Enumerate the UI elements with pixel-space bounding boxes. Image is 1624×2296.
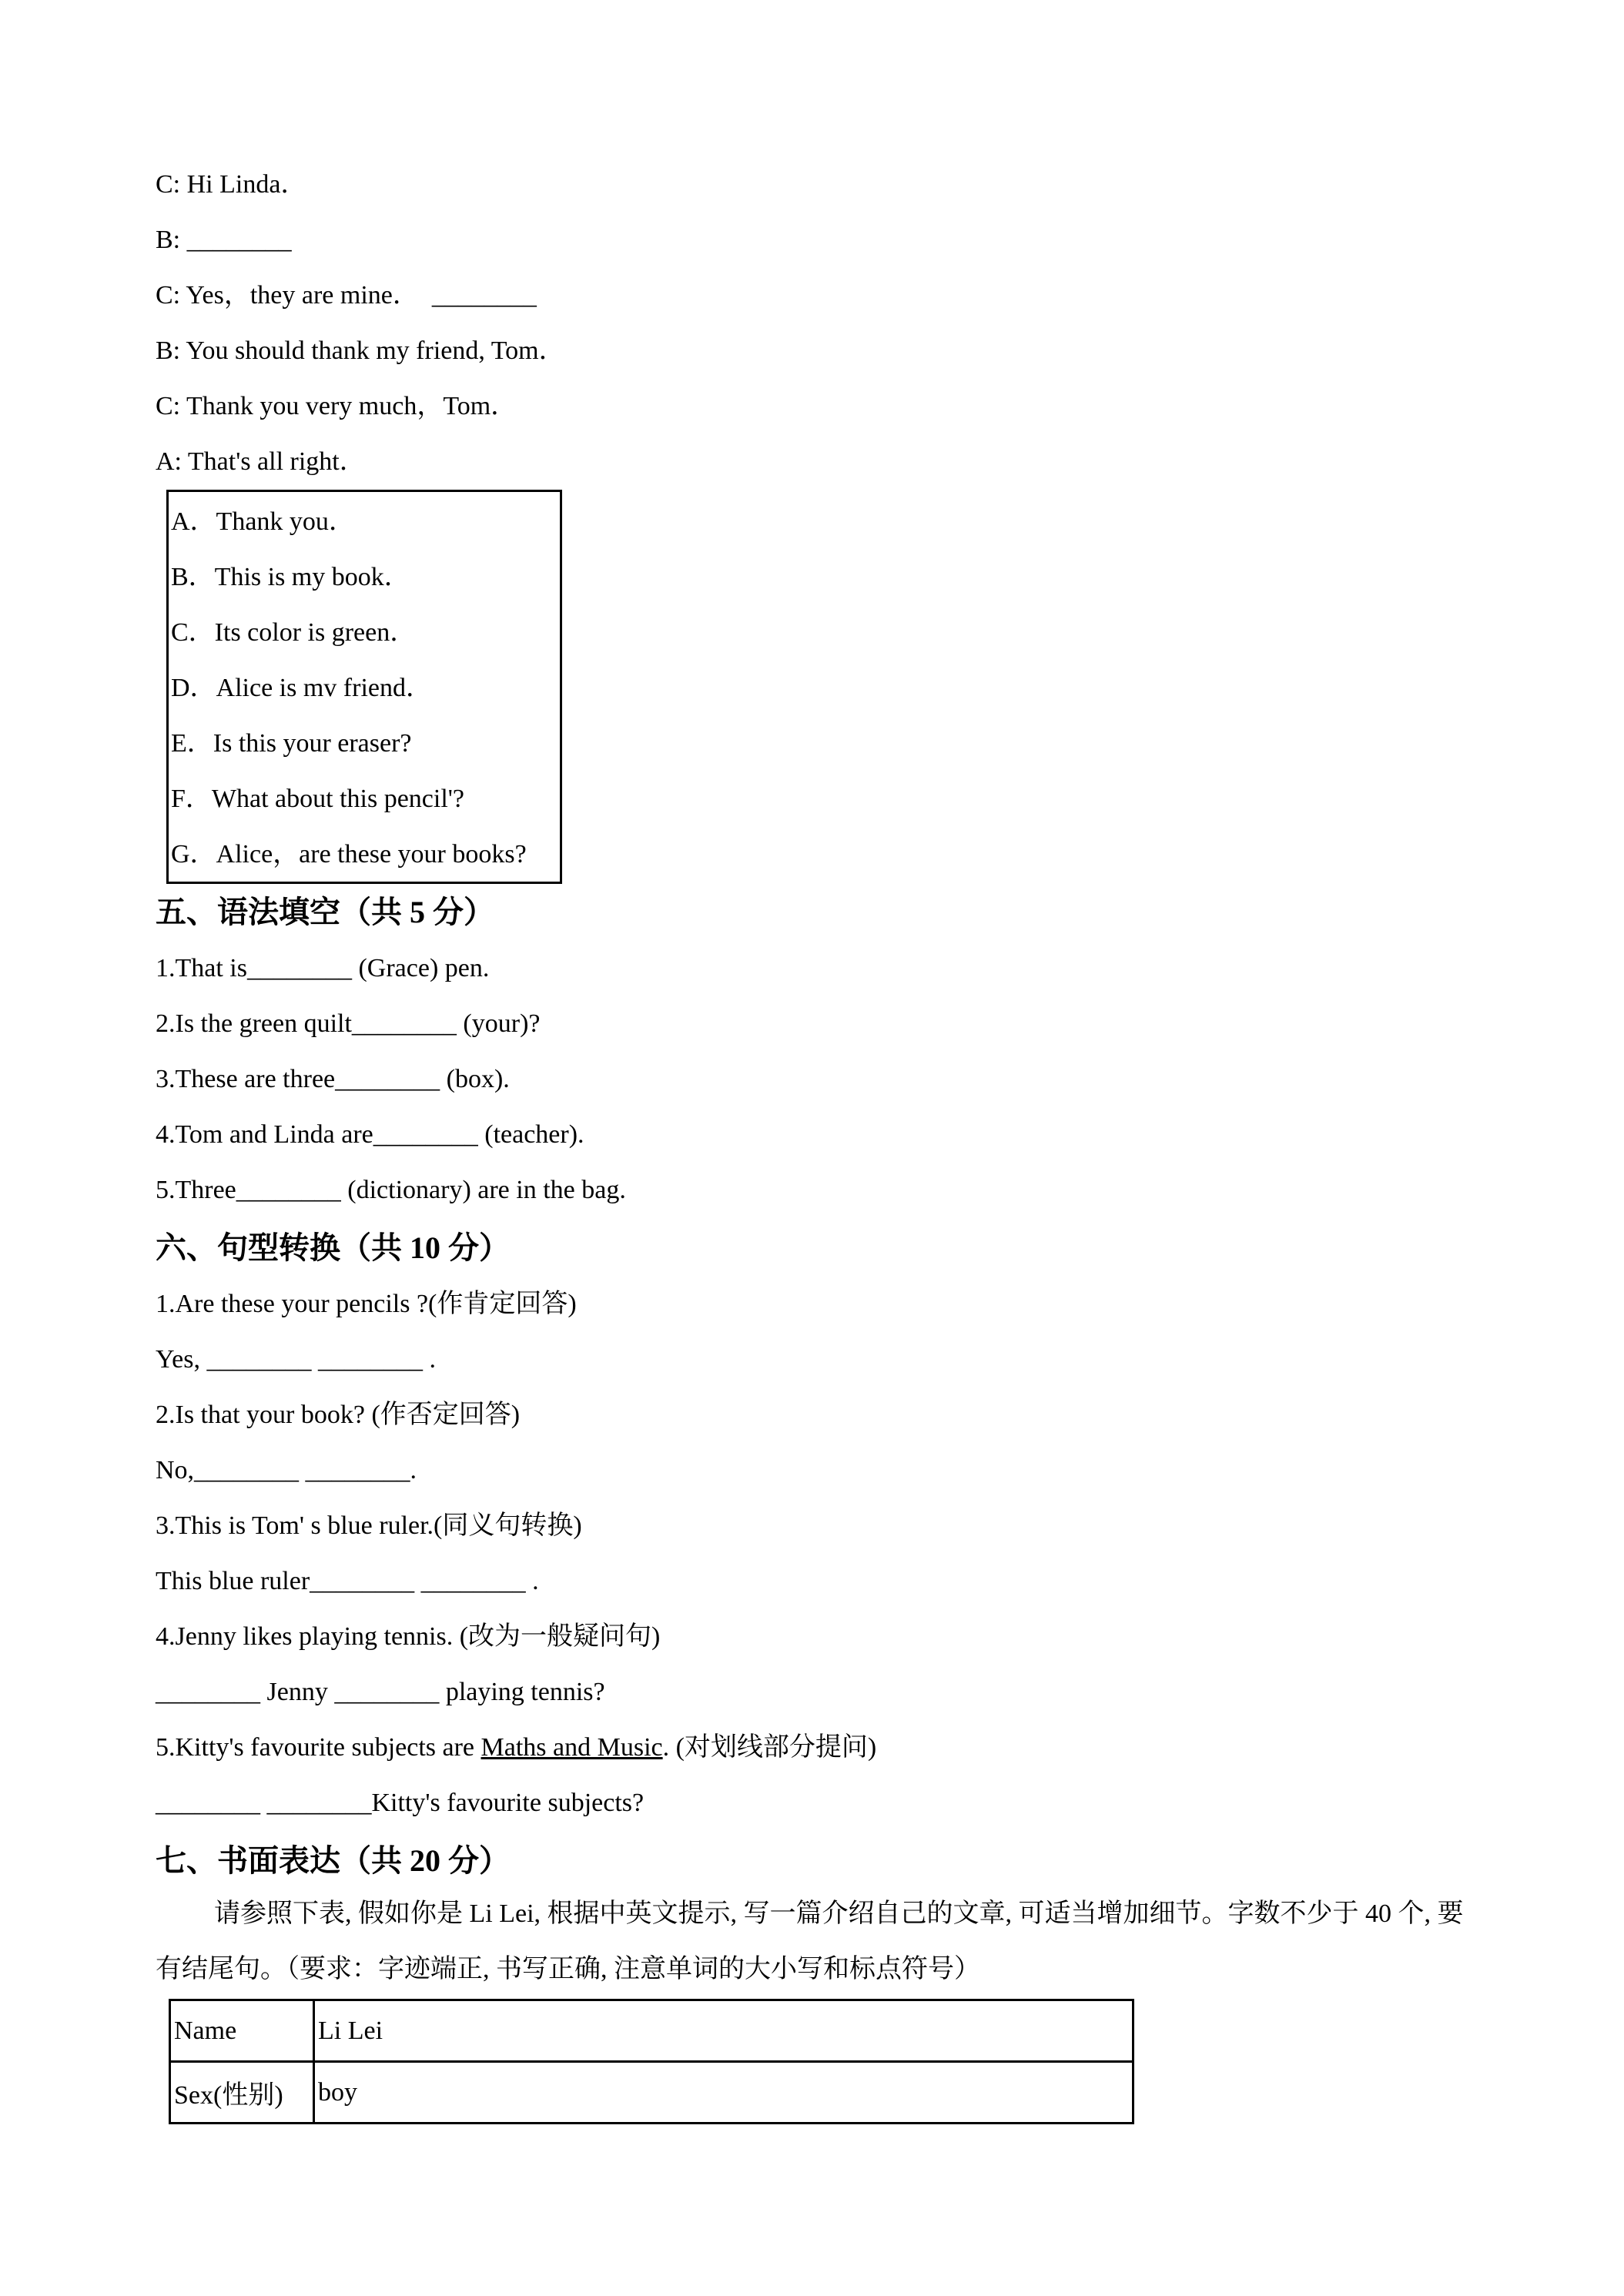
section-6-line-6: This blue ruler________ ________ . xyxy=(156,1567,539,1595)
section-6-answer-5: ________ ________Kitty's favourite subjects? xyxy=(156,1789,645,1817)
option-f: F．What about this pencil'? xyxy=(171,785,464,813)
section-6-question-5 xyxy=(156,1731,876,1765)
dialogue-line-5: C: Thank you very much，Tom． xyxy=(156,392,517,420)
option-c: C．Its color is green． xyxy=(171,618,417,647)
section-7-instructions: 请参照下表, 假如你是 Li Lei, 根据中英文提示, 写一篇介绍自己的文章, 可适当增加细节。字数不少于 40 个, 要有结尾句。（要求：字迹端正, 书写正确, 注意单词的大小写和标点符号） xyxy=(156,1899,1464,1983)
section-6-line-5: 3.This is Tom' s blue ruler.(同义句转换) xyxy=(156,1511,582,1540)
section-5-item-4: 4.Tom and Linda are________ (teacher). xyxy=(156,1120,584,1149)
section-6-line-3: 2.Is that your book? (作否定回答) xyxy=(156,1401,521,1429)
option-e: E．Is this your eraser? xyxy=(171,729,412,758)
q5-text-before: 5.Kitty's favourite subjects are xyxy=(156,1733,481,1762)
table-row xyxy=(170,2062,1133,2124)
section-6-title: 六、句型转换（共 10 分） xyxy=(156,1230,510,1265)
option-d: D．Alice is mv friend． xyxy=(171,674,432,702)
section-6-line-8: ________ Jenny ________ playing tennis? xyxy=(156,1678,605,1706)
section-7-title: 七、书面表达（共 20 分） xyxy=(156,1843,510,1878)
section-5-item-5: 5.Three________ (dictionary) are in the bag. xyxy=(156,1176,626,1204)
section-5-item-3: 3.These are three________ (box). xyxy=(156,1065,510,1093)
section-6-line-1: 1.Are these your pencils ?(作肯定回答) xyxy=(156,1290,577,1318)
section-6-line-4: No,________ ________. xyxy=(156,1456,417,1484)
section-5-item-2: 2.Is the green quilt________ (your)? xyxy=(156,1009,541,1038)
section-5-title: 五、语法填空（共 5 分） xyxy=(156,895,494,929)
table-key-name: Name xyxy=(170,2000,314,2062)
dialogue-line-2: B: ________ xyxy=(156,226,292,254)
dialogue-line-1: C: Hi Linda． xyxy=(156,170,307,199)
section-6-line-7: 4.Jenny likes playing tennis. (改为一般疑问句) xyxy=(156,1622,661,1651)
dialogue-line-4: B: You should thank my friend, Tom． xyxy=(156,336,565,365)
option-g: G．Alice，are these your books? xyxy=(171,840,527,869)
option-a: A．Thank you． xyxy=(171,507,355,536)
section-6-line-2: Yes, ________ ________ . xyxy=(156,1345,436,1374)
dialogue-line-6: A: That's all right． xyxy=(156,447,366,476)
dialogue-line-3: C: Yes，they are mine． ________ xyxy=(156,281,537,310)
q5-text-after: . (对划线部分提问) xyxy=(662,1733,877,1762)
option-b: B．This is my book． xyxy=(171,563,410,591)
table-value-sex: boy xyxy=(314,2062,1133,2124)
table-value-name: Li Lei xyxy=(314,2000,1133,2062)
section-5-item-1: 1.That is________ (Grace) pen. xyxy=(156,954,490,982)
q5-underlined-text: Maths and Music xyxy=(481,1733,663,1762)
info-table xyxy=(169,1999,1134,2124)
table-row xyxy=(170,2000,1133,2062)
table-key-sex: Sex(性别) xyxy=(170,2062,314,2124)
